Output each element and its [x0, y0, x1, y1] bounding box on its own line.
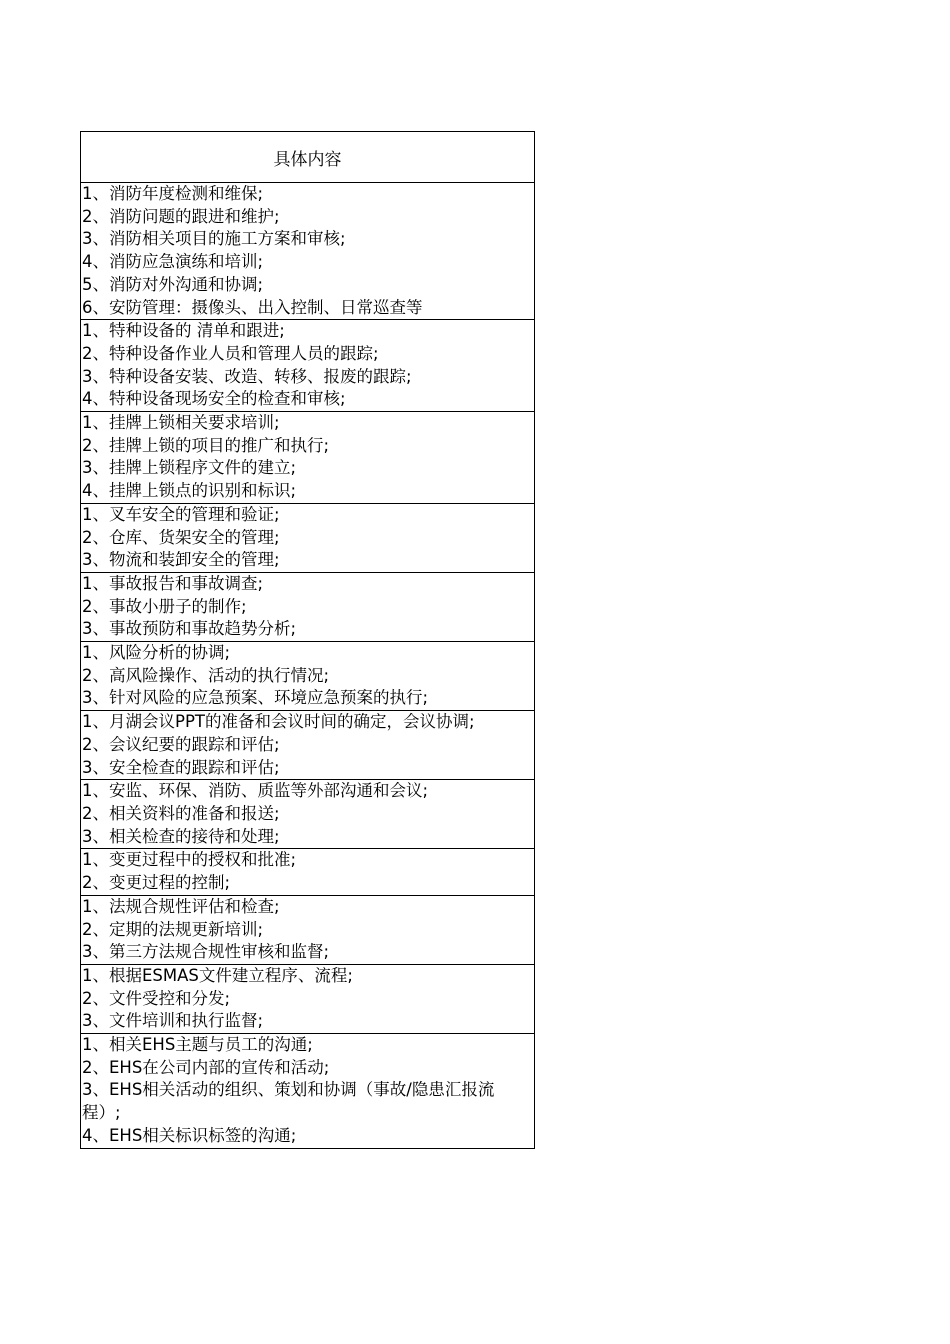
table-row [81, 412, 535, 504]
content-cell [81, 503, 535, 572]
header-cell: 具体内容 [81, 132, 535, 183]
content-table [80, 131, 535, 1149]
list-item: 3、事故预防和事故趋势分析; [82, 619, 297, 639]
list-item: 1、特种设备的 清单和跟进; [82, 321, 285, 341]
list-item: 2、仓库、货架安全的管理; [82, 527, 280, 547]
list-item: 3、针对风险的应急预案、环境应急预案的执行; [82, 688, 429, 708]
list-item: 2、事故小册子的制作; [82, 596, 247, 616]
list-item: 1、相关EHS主题与员工的沟通; [82, 1035, 313, 1055]
list-item: 2、高风险操作、活动的执行情况; [82, 665, 330, 685]
list-item: 3、文件培训和执行监督; [82, 1011, 264, 1031]
content-cell [81, 642, 535, 711]
list-item: 5、消防对外沟通和协调; [82, 274, 264, 294]
table-row [81, 183, 535, 320]
list-item: 2、相关资料的准备和报送; [82, 803, 280, 823]
list-item: 1、风险分析的协调; [82, 643, 231, 663]
table-row [81, 572, 535, 641]
list-item: 1、叉车安全的管理和验证; [82, 504, 280, 524]
list-item: 2、EHS在公司内部的宣传和活动; [82, 1057, 330, 1077]
table-row [81, 503, 535, 572]
list-item: 2、定期的法规更新培训; [82, 919, 264, 939]
list-item: 4、EHS相关标识标签的沟通; [82, 1125, 297, 1145]
list-item: 2、消防问题的跟进和维护; [82, 206, 280, 226]
list-item: 1、事故报告和事故调查; [82, 573, 264, 593]
table-body [81, 132, 535, 1149]
list-item: 1、变更过程中的授权和批准; [82, 850, 297, 870]
list-item: 3、消防相关项目的施工方案和审核; [82, 229, 346, 249]
list-item: 2、挂牌上锁的项目的推广和执行; [82, 435, 330, 455]
table-row [81, 320, 535, 412]
table-row [81, 895, 535, 964]
content-cell [81, 780, 535, 849]
table-row [81, 1034, 535, 1149]
list-item: 4、挂牌上锁点的识别和标识; [82, 481, 297, 501]
list-item: 3、EHS相关活动的组织、策划和协调（事故/隐患汇报流程）; [82, 1080, 495, 1123]
list-item: 1、根据ESMAS文件建立程序、流程; [82, 965, 353, 985]
list-item: 1、法规合规性评估和检查; [82, 896, 280, 916]
header-row [81, 132, 535, 183]
list-item: 2、文件受控和分发; [82, 988, 231, 1008]
table-row [81, 964, 535, 1033]
content-cell [81, 412, 535, 504]
list-item: 3、物流和装卸安全的管理; [82, 550, 280, 570]
list-item: 2、会议纪要的跟踪和评估; [82, 734, 280, 754]
list-item: 3、特种设备安装、改造、转移、报废的跟踪; [82, 366, 412, 386]
content-cell [81, 711, 535, 780]
list-item: 1、月湖会议PPT的准备和会议时间的确定，会议协调; [82, 712, 475, 732]
list-item: 1、消防年度检测和维保; [82, 184, 264, 203]
list-item: 2、变更过程的控制; [82, 873, 231, 893]
list-item: 3、相关检查的接待和处理; [82, 826, 280, 846]
list-item: 4、消防应急演练和培训; [82, 252, 264, 272]
list-item: 2、特种设备作业人员和管理人员的跟踪; [82, 343, 379, 363]
content-cell [81, 183, 535, 320]
table-row [81, 642, 535, 711]
content-cell [81, 895, 535, 964]
content-cell [81, 964, 535, 1033]
list-item: 3、安全检查的跟踪和评估; [82, 757, 280, 777]
list-item: 3、第三方法规合规性审核和监督; [82, 942, 330, 962]
table-row [81, 849, 535, 895]
list-item: 1、挂牌上锁相关要求培训; [82, 413, 280, 433]
list-item: 3、挂牌上锁程序文件的建立; [82, 458, 297, 478]
content-cell [81, 1034, 535, 1149]
content-cell [81, 320, 535, 412]
table-row [81, 711, 535, 780]
content-cell [81, 572, 535, 641]
content-cell [81, 849, 535, 895]
list-item: 6、安防管理：摄像头、出入控制、日常巡查等 [82, 297, 423, 317]
table-row [81, 780, 535, 849]
list-item: 4、特种设备现场安全的检查和审核; [82, 389, 346, 409]
list-item: 1、安监、环保、消防、质监等外部沟通和会议; [82, 781, 429, 801]
